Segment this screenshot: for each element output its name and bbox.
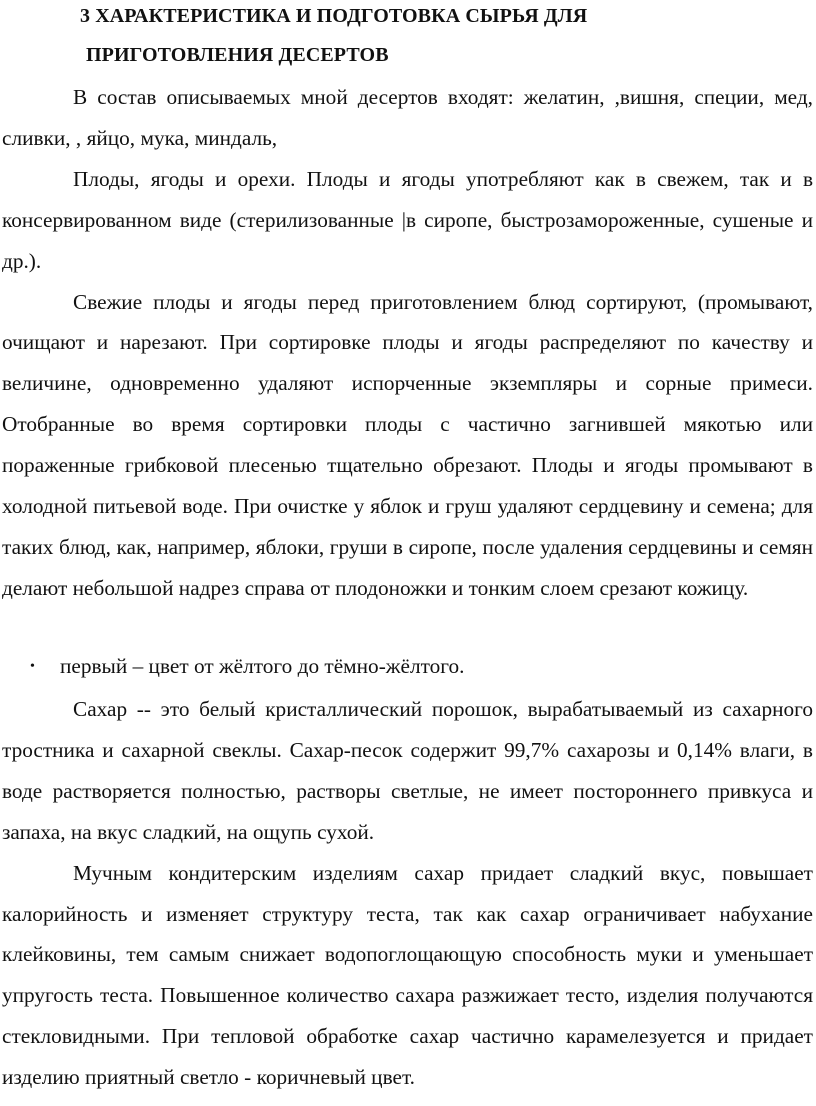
bullet-text: первый – цвет от жёлтого до тёмно-жёлтого. (60, 654, 465, 678)
heading-line-1: 3 ХАРАКТЕРИСТИКА И ПОДГОТОВКА СЫРЬЯ ДЛЯ (80, 5, 588, 27)
paragraph-fruits: Плоды, ягоды и орехи. Плоды и ягоды употребляют как в свежем, так и в консервированном виде (стерилизованные |в сиропе, быстрозамороженные, сушеные и др.). (2, 166, 813, 273)
bullet-icon: • (30, 659, 35, 674)
paragraph-sugar-effects: Мучным кондитерским изделиям сахар придает сладкий вкус, повышает калорийность и изменяет структуру теста, так как сахар ограничивает набухание клейковины, тем самым снижает водопоглощающую способность муки и уменьшает упругость теста. Повышенное количество сахара разжижает тесто, изделия получаются стекловидными. При тепловой обработке сахар частично карамелезуется и придает изделию приятный светло - коричневый цвет. (2, 860, 813, 1090)
body-section-1 (2, 77, 813, 609)
bullet-item (30, 646, 464, 688)
body-section-2 (2, 689, 813, 1098)
heading-line-2: ПРИГОТОВЛЕНИЯ ДЕСЕРТОВ (86, 44, 389, 66)
paragraph-composition: В состав описываемых мной десертов входят: желатин, ,вишня, специи, мед, сливки, , яйцо, мука, миндаль, (2, 85, 813, 150)
paragraph-sugar: Сахар -- это белый кристаллический порошок, вырабатываемый из сахарного тростника и сахарной свеклы. Сахар-песок содержит 99,7% сахарозы и 0,14% влаги, в воде растворяется полностью, растворы светлые, не имеет постороннего привкуса и запаха, на вкус сладкий, на ощупь сухой. (2, 697, 813, 844)
paragraph-fresh-fruits: Свежие плоды и ягоды перед приготовлением блюд сортируют, (промывают, очищают и нарезают. При сортировке плоды и ягоды распределяют по качеству и величине, одновременно удаляют испорченные экземпляры и сорные примеси. Отобранные во время сортировки плоды с частично загнившей мякотью или пораженные грибковой плесенью тщательно обрезают. Плоды и ягоды промывают в холодной питьевой воде. При очистке у яблок и груш удаляют сердцевину и семена; для таких блюд, как, например, яблоки, груши в сиропе, после удаления сердцевины и семян делают небольшой надрез справа от плодоножки и тонким слоем срезают кожицу. (2, 289, 813, 600)
